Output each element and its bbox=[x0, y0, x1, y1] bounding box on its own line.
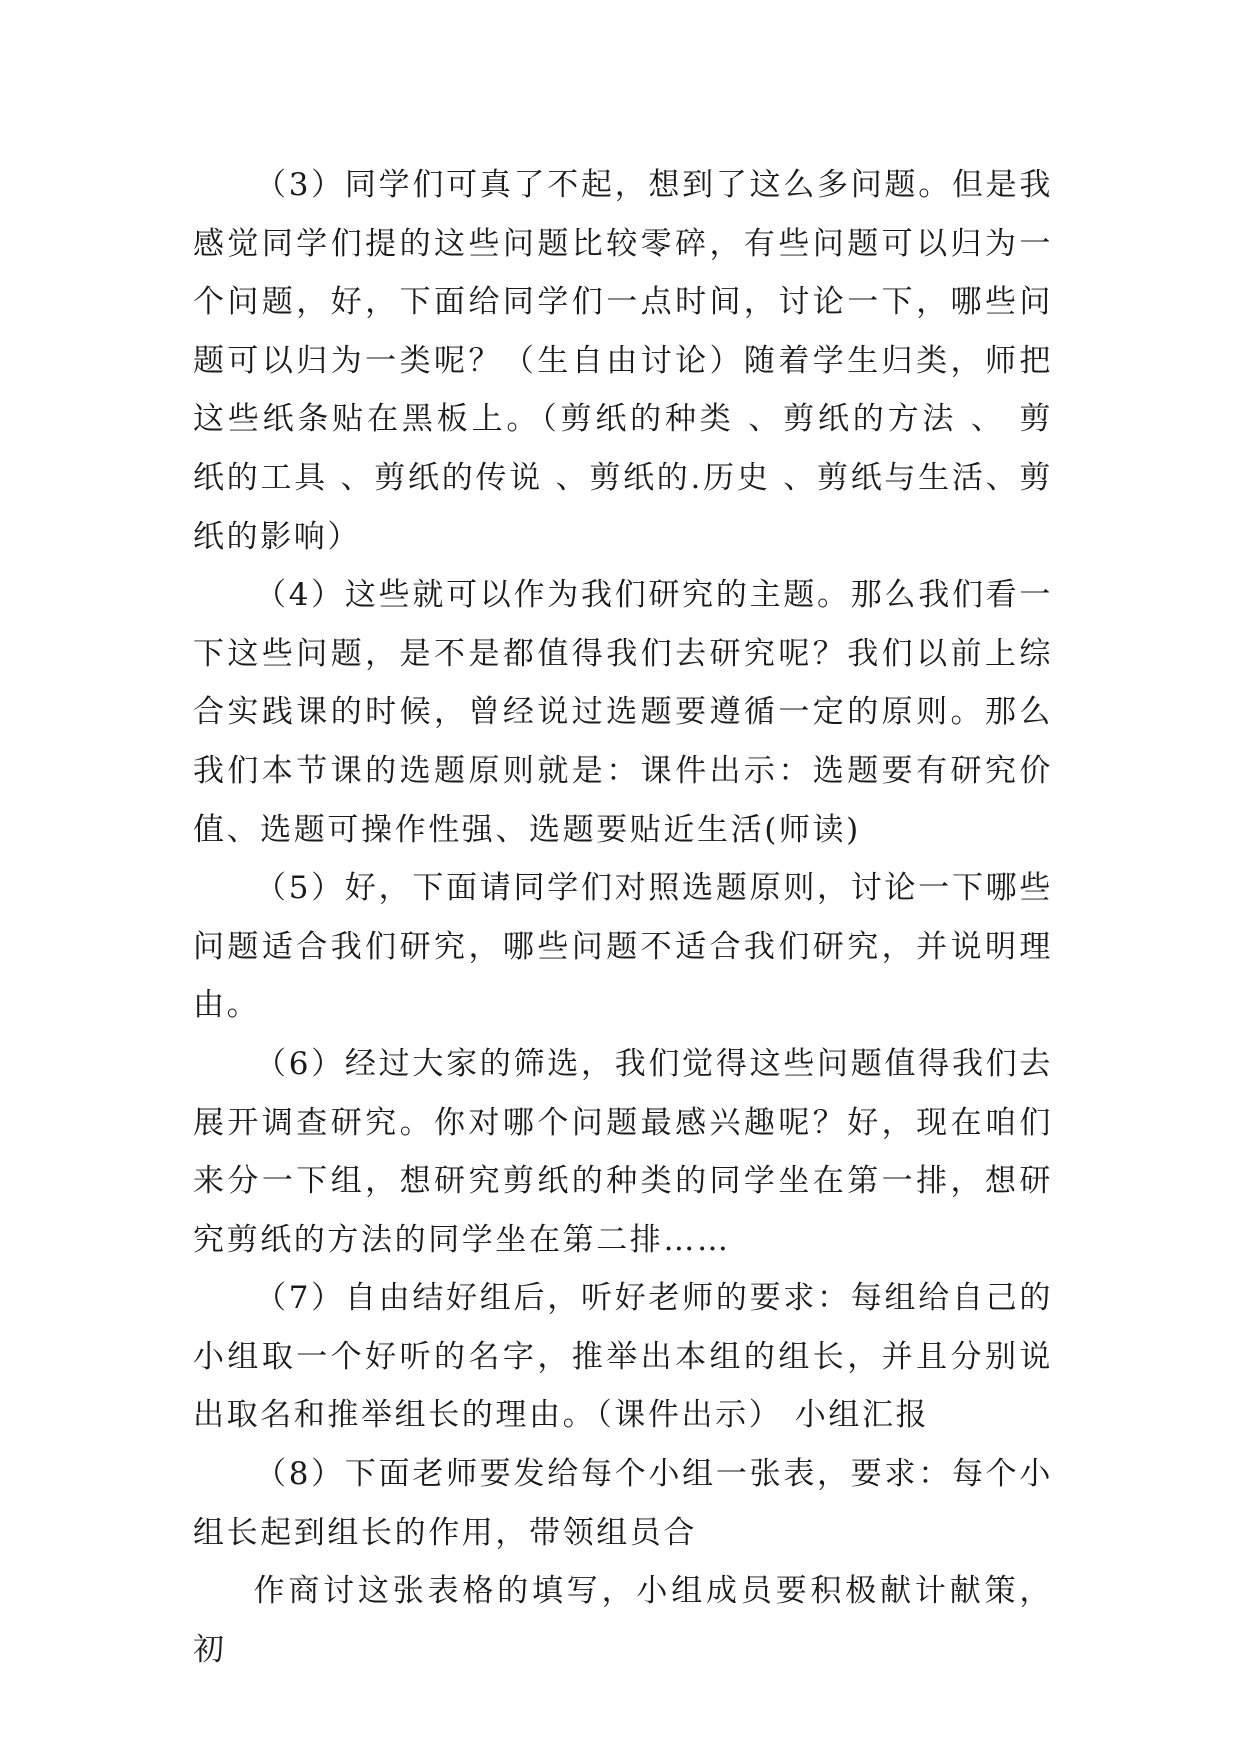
paragraph-7: （7）自由结好组后，听好老师的要求：每组给自己的小组取一个好听的名字，推举出本组的组长，并且分别说出取名和推举组长的理由。（课件出示） 小组汇报 bbox=[193, 1280, 1053, 1434]
paragraph-3: （3）同学们可真了不起，想到了这么多问题。但是我感觉同学们提的这些问题比较零碎，有些问题可以归为一个问题，好，下面给同学们一点时间，讨论一下，哪些问题可以归为一类呢？（生自由讨论）随着学生归类，师把这些纸条贴在黑板上。（剪纸的种类 、剪纸的方法 、 剪纸的工具 、剪纸的传说 、剪纸的.历史 、剪纸与生活、剪纸的影响） bbox=[193, 167, 1053, 555]
document-body bbox=[193, 156, 1053, 1679]
paragraph-4: （4）这些就可以作为我们研究的主题。那么我们看一下这些问题，是不是都值得我们去研究呢？我们以前上综合实践课的时候，曾经说过选题要遵循一定的原则。那么我们本节课的选题原则就是：课件出示：选题要有研究价值、选题可操作性强、选题要贴近生活(师读) bbox=[193, 577, 1053, 848]
paragraph-continuation: 作商讨这张表格的填写，小组成员要积极献计献策，初 bbox=[193, 1573, 1053, 1668]
paragraph-8: （8）下面老师要发给每个小组一张表，要求：每个小组长起到组长的作用，带领组员合 bbox=[193, 1456, 1053, 1551]
paragraph-5: （5）好，下面请同学们对照选题原则，讨论一下哪些问题适合我们研究，哪些问题不适合我们研究，并说明理由。 bbox=[193, 870, 1053, 1024]
paragraph-6: （6）经过大家的筛选，我们觉得这些问题值得我们去展开调查研究。你对哪个问题最感兴趣呢？好，现在咱们来分一下组，想研究剪纸的种类的同学坐在第一排，想研究剪纸的方法的同学坐在第二排…… bbox=[193, 1045, 1053, 1258]
